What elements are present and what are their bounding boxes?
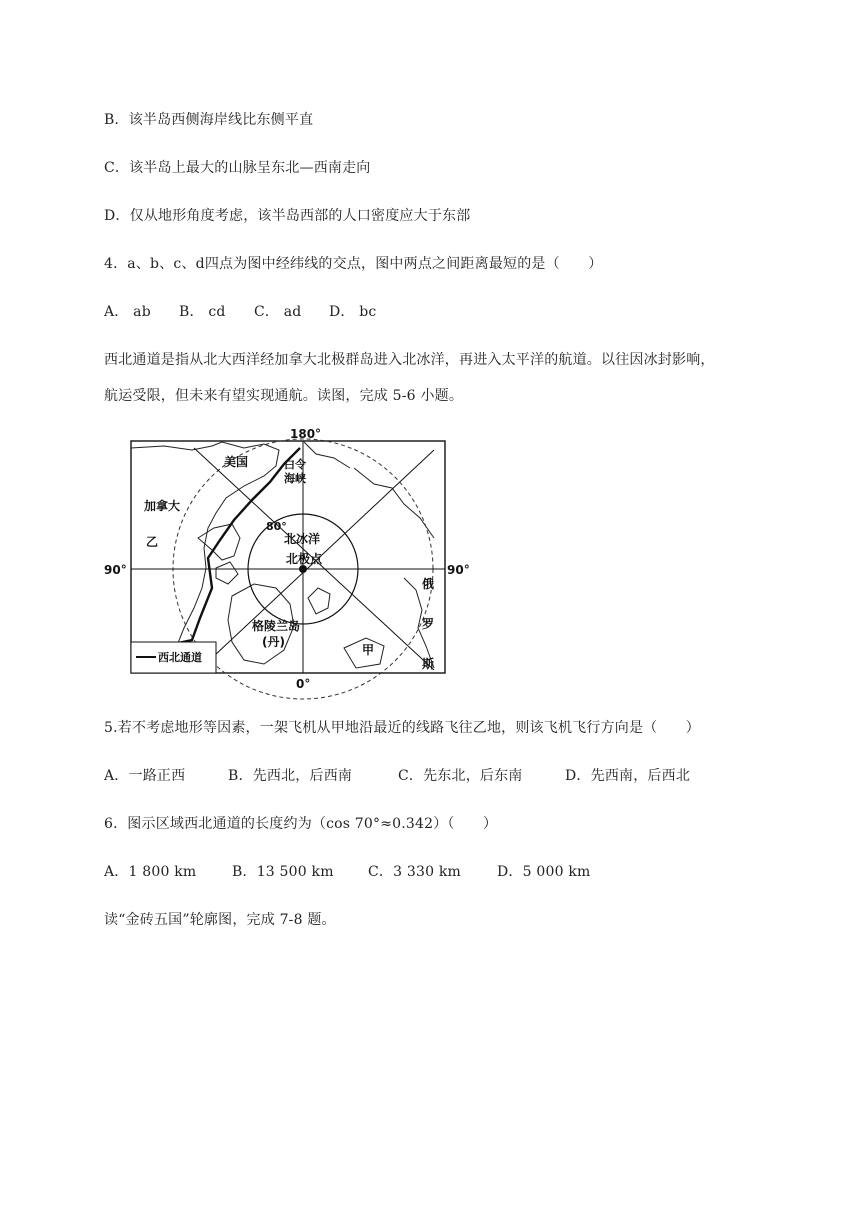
russia-label-3: 斯	[422, 657, 435, 671]
q5-option-b: B．先西北，后西南	[228, 768, 353, 784]
russia-label-1: 俄	[422, 577, 435, 591]
lon-180-label: 180°	[290, 427, 322, 441]
next-section-intro: 读“金砖五国”轮廓图，完成 7-8 题。	[104, 912, 336, 928]
usa-label: 美国	[224, 455, 249, 469]
q4-stem: 4．a、b、c、d四点为图中经纬线的交点，图中两点之间距离最短的是（ ）	[104, 256, 603, 272]
jia-label: 甲	[362, 643, 375, 657]
q6-option-a: A．1 800 km	[104, 864, 197, 880]
greenland-label-2: (丹)	[262, 635, 285, 649]
q5-options	[104, 766, 690, 786]
q4-options	[104, 302, 376, 322]
lat-80-label: 80°	[266, 520, 287, 533]
lon-90-right-label: 90°	[447, 563, 470, 577]
lon-0-label: 0°	[296, 677, 311, 691]
lon-90-left-label: 90°	[104, 563, 127, 577]
q4-option-a: A． ab	[104, 304, 151, 320]
q3-option-c: C．该半岛上最大的山脉呈东北—西南走向	[104, 160, 371, 176]
passage-line-1: 西北通道是指从北大西洋经加拿大北极群岛进入北冰洋，再进入太平洋的航道。以往因冰封影响，	[104, 352, 715, 368]
q5-option-c: C．先东北，后东南	[398, 768, 523, 784]
q4-option-b: B． cd	[179, 304, 226, 320]
q4-option-c: C． ad	[254, 304, 302, 320]
q6-stem: 6．图示区域西北通道的长度约为（cos 70°≈0.342）（ ）	[104, 816, 498, 832]
yi-label: 乙	[146, 535, 159, 549]
q3-option-b: B．该半岛西侧海岸线比东侧平直	[104, 112, 314, 128]
passage-line-2: 航运受限，但未来有望实现通航。读图，完成 5-6 小题。	[104, 388, 464, 404]
q6-option-d: D．5 000 km	[497, 864, 591, 880]
arctic-map	[104, 427, 470, 691]
arctic-ocean-label: 北冰洋	[284, 532, 321, 546]
q5-option-d: D．先西南，后西北	[565, 768, 691, 784]
north-pole-dot	[299, 565, 307, 573]
russia-label-2: 罗	[422, 617, 435, 631]
legend-label: 西北通道	[158, 651, 202, 664]
q6-options	[104, 862, 591, 882]
bering-label-2: 海峡	[284, 472, 306, 485]
greenland-label-1: 格陵兰岛	[252, 619, 301, 633]
q4-option-d: D． bc	[329, 304, 377, 320]
q3-option-d: D．仅从地形角度考虑，该半岛西部的人口密度应大于东部	[104, 208, 471, 224]
canada-label: 加拿大	[144, 499, 181, 513]
north-pole-label: 北极点	[286, 552, 323, 566]
q5-option-a: A．一路正西	[104, 768, 186, 784]
q6-option-c: C．3 330 km	[368, 864, 461, 880]
bering-label-1: 白令	[284, 458, 306, 471]
q6-option-b: B．13 500 km	[232, 864, 334, 880]
q5-stem: 5.若不考虑地形等因素，一架飞机从甲地沿最近的线路飞往乙地，则该飞机飞行方向是（ ）	[104, 720, 700, 736]
